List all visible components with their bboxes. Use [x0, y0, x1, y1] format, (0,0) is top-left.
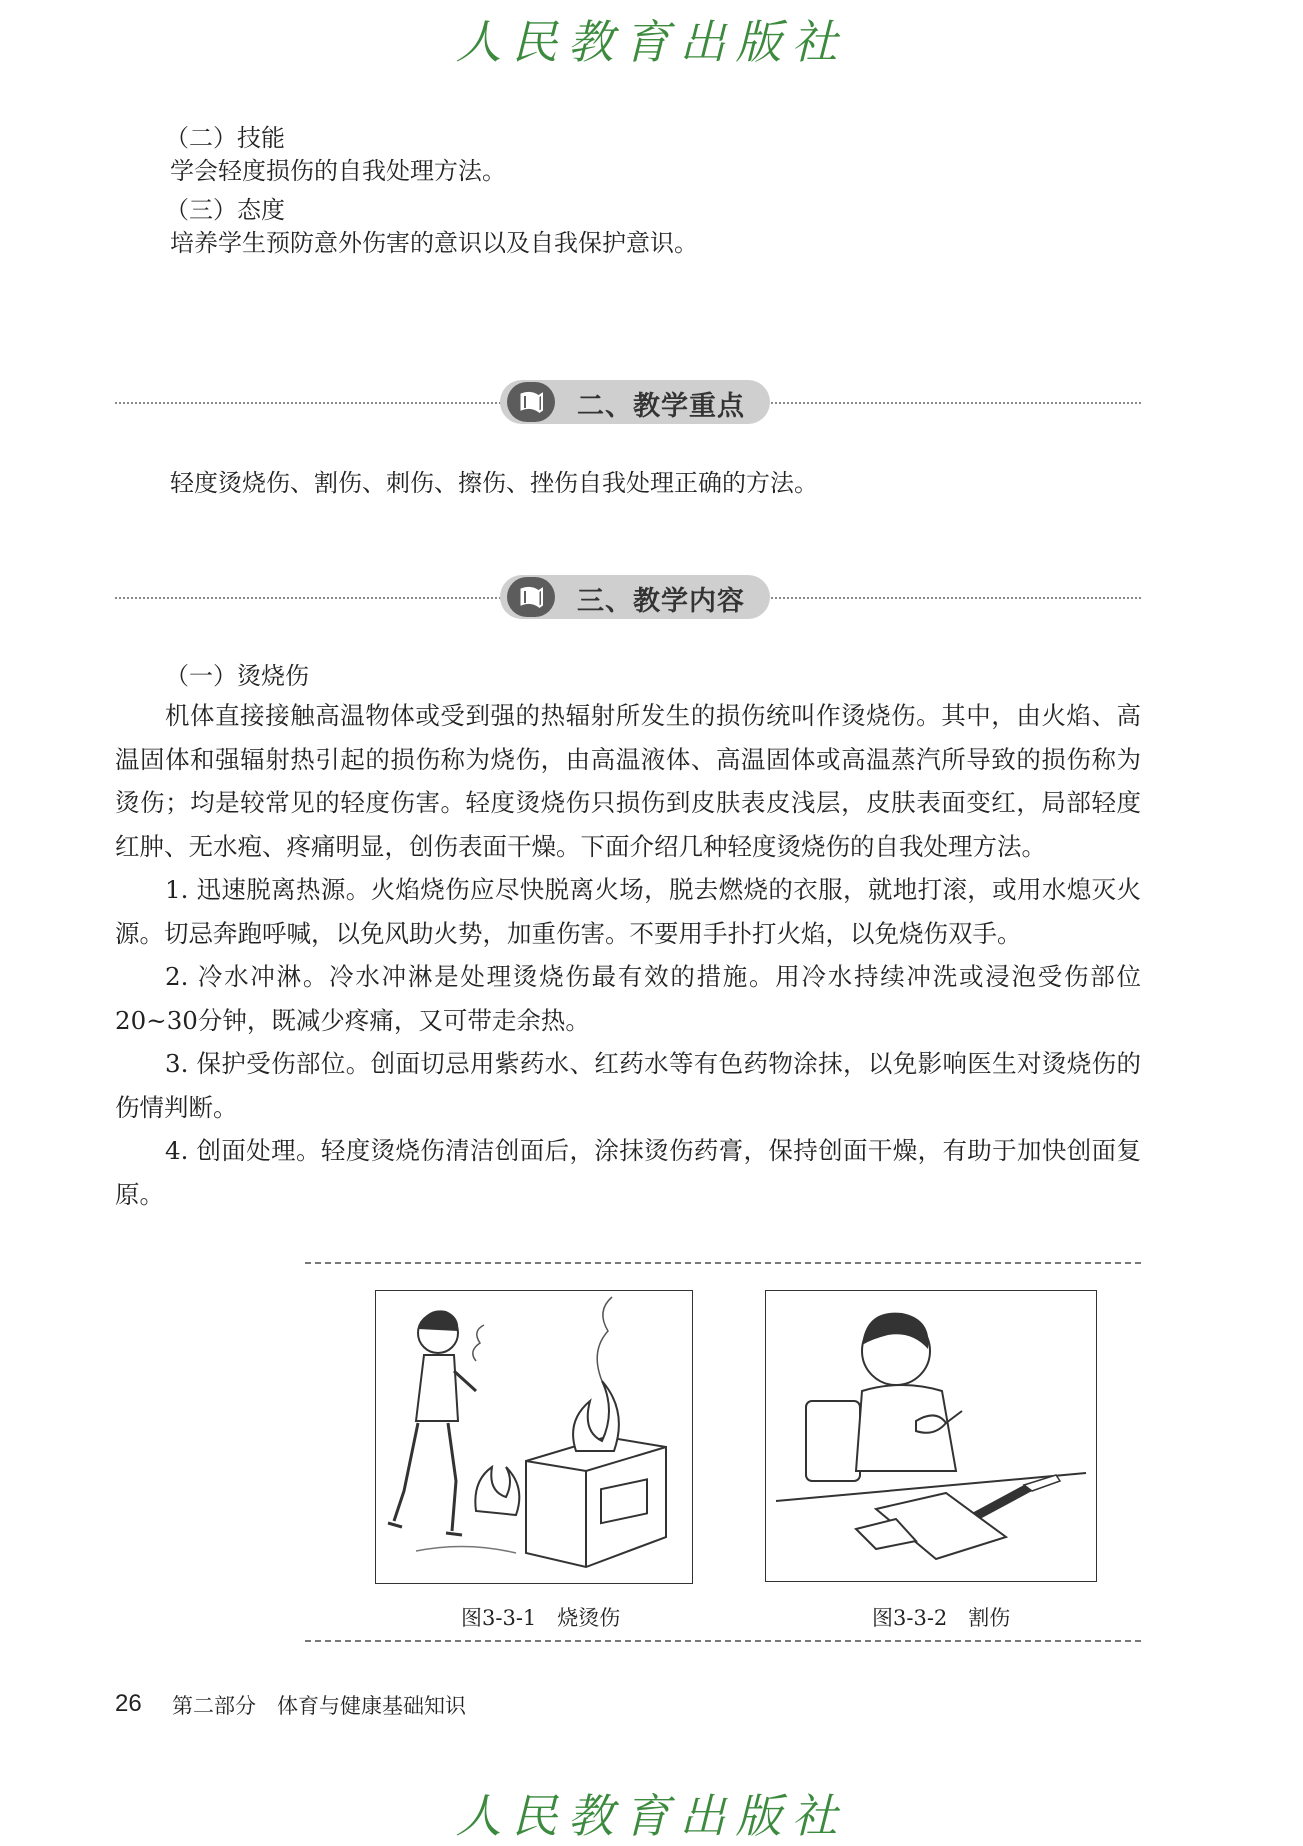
- burns-step-1: 1. 迅速脱离热源。火焰烧伤应尽快脱离火场，脱去燃烧的衣服，就地打滚，或用水熄灭火源。切忌奔跑呼喊，以免风助火势，加重伤害。不要用手扑打火焰，以免烧伤双手。: [115, 875, 1141, 948]
- section-title: 二、教学重点: [577, 391, 745, 422]
- section-title: 三、教学内容: [577, 586, 745, 617]
- page-number: 26: [115, 1690, 142, 1717]
- attitude-text: 培养学生预防意外伤害的意识以及自我保护意识。: [170, 229, 698, 257]
- figure-caption-cut: 图3-3-2 割伤: [872, 1606, 1011, 1630]
- section-header-teaching-content: [115, 573, 1141, 623]
- burns-body: [115, 694, 1141, 1216]
- figure-top-dashed-rule: [305, 1262, 1141, 1264]
- skills-text: 学会轻度损伤的自我处理方法。: [170, 157, 506, 185]
- book-icon: [507, 577, 555, 617]
- teaching-focus-text: 轻度烫烧伤、割伤、刺伤、擦伤、挫伤自我处理正确的方法。: [170, 469, 818, 497]
- burn-illustration: [375, 1290, 693, 1584]
- burns-step-4: 4. 创面处理。轻度烫烧伤清洁创面后，涂抹烫伤药膏，保持创面干燥，有助于加快创面复原。: [115, 1136, 1141, 1209]
- section-header-teaching-focus: [115, 378, 1141, 428]
- burns-step-3: 3. 保护受伤部位。创面切忌用紫药水、红药水等有色药物涂抹，以免影响医生对烫烧伤的伤情判断。: [115, 1049, 1141, 1122]
- footer-section-title: 第二部分 体育与健康基础知识: [172, 1694, 466, 1718]
- burns-paragraph-intro: 机体直接接触高温物体或受到强的热辐射所发生的损伤统叫作烫烧伤。其中，由火焰、高温固体和强辐射热引起的损伤称为烧伤，由高温液体、高温固体或高温蒸汽所导致的损伤称为烫伤；均是较常见的轻度伤害。轻度烫烧伤只损伤到皮肤表皮浅层，皮肤表面变红，局部轻度红肿、无水疱、疼痛明显，创伤表面干燥。下面介绍几种轻度烫烧伤的自我处理方法。: [115, 701, 1141, 861]
- book-icon: [507, 382, 555, 422]
- attitude-heading: （三）态度: [165, 196, 285, 224]
- figure-bottom-dashed-rule: [305, 1640, 1141, 1642]
- skills-heading: （二）技能: [165, 124, 285, 152]
- publisher-logo-top: 人民教育出版社: [455, 15, 848, 69]
- burns-heading: （一）烫烧伤: [165, 662, 309, 690]
- publisher-logo-bottom: 人民教育出版社: [455, 1789, 848, 1843]
- cut-illustration: [765, 1290, 1097, 1582]
- figure-caption-burn: 图3-3-1 烧烫伤: [461, 1606, 621, 1630]
- burns-step-2: 2. 冷水冲淋。冷水冲淋是处理烫烧伤最有效的措施。用冷水持续冲洗或浸泡受伤部位20~30分钟，既减少疼痛，又可带走余热。: [115, 962, 1141, 1035]
